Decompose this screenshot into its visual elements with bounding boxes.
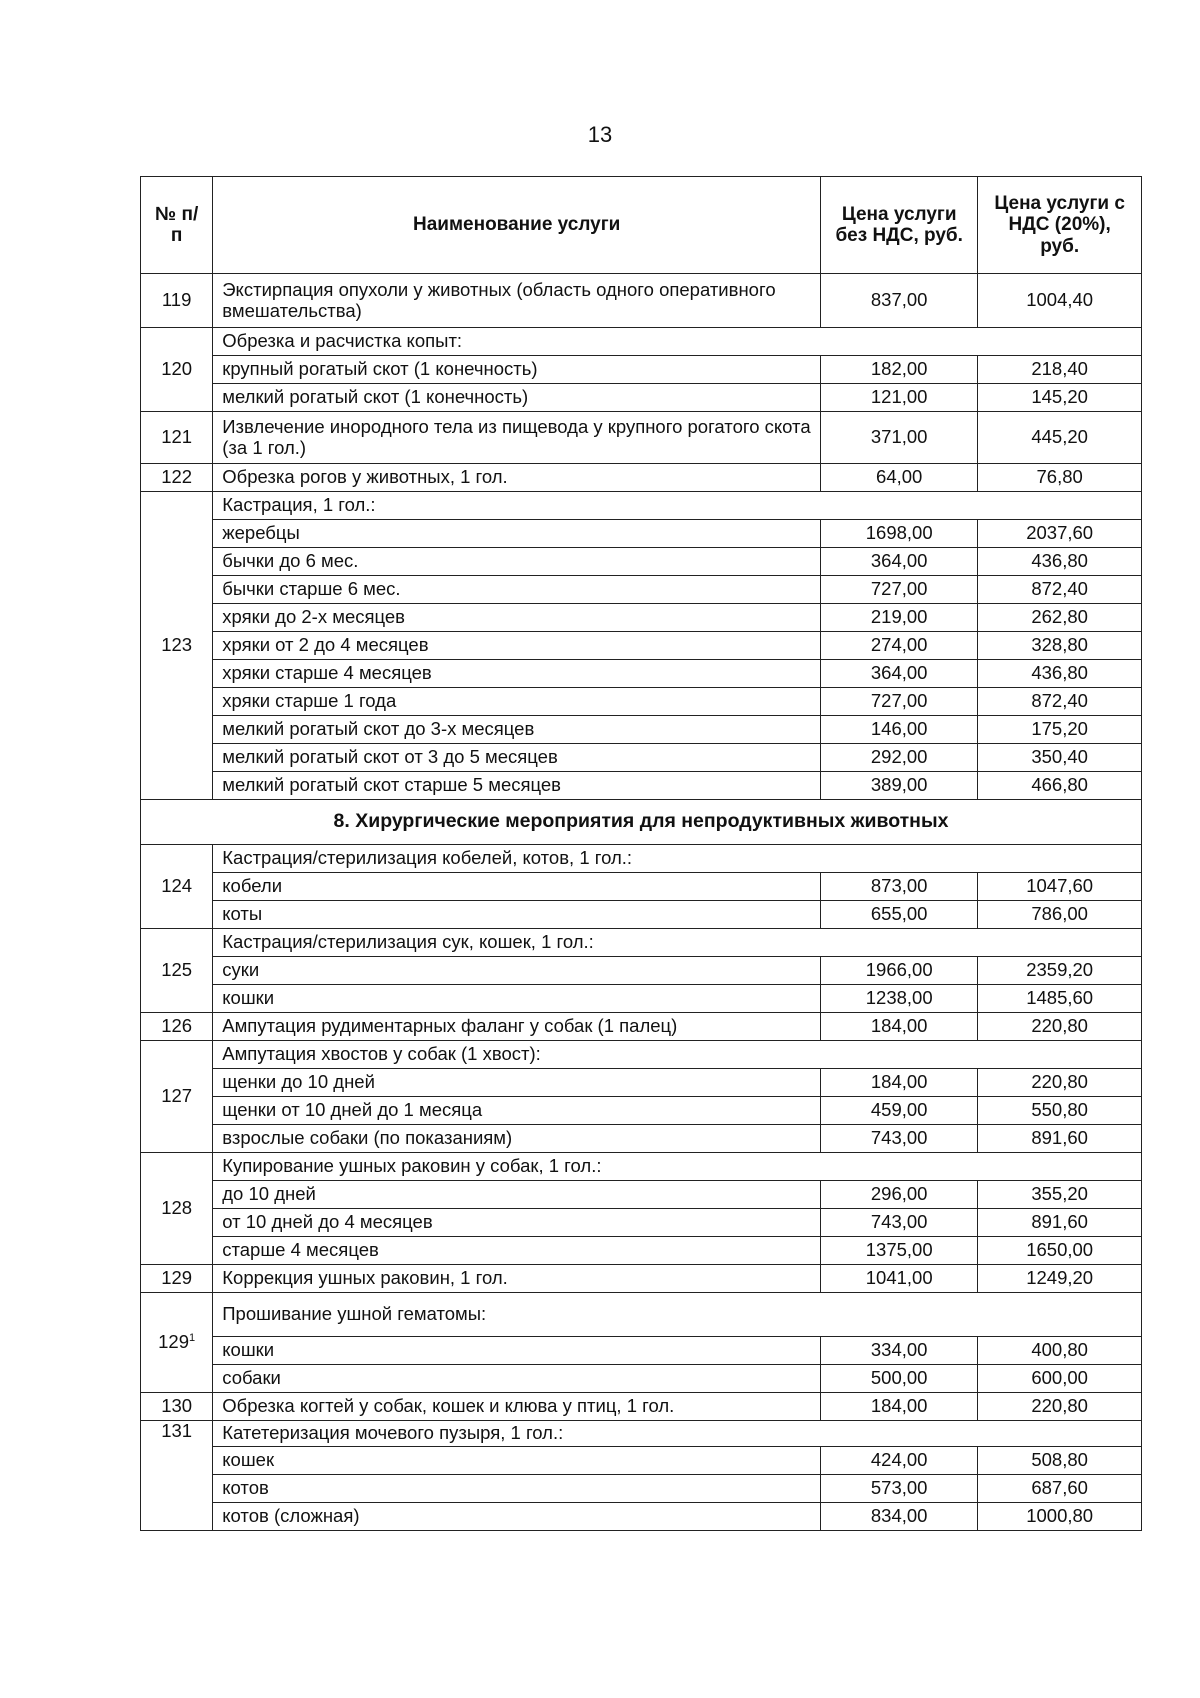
- row-number: 131: [141, 1421, 213, 1531]
- price-no-vat: 743,00: [821, 1209, 978, 1237]
- service-name: котов: [213, 1475, 821, 1503]
- table-row: [141, 1293, 1142, 1337]
- table-row: [141, 688, 1142, 716]
- price-no-vat: 292,00: [821, 744, 978, 772]
- page-number: 13: [587, 122, 613, 147]
- row-number: 121: [141, 412, 213, 464]
- service-name: щенки от 10 дней до 1 месяца: [213, 1097, 821, 1125]
- price-no-vat: 1238,00: [821, 985, 978, 1013]
- price-vat: 355,20: [978, 1181, 1142, 1209]
- price-vat: 350,40: [978, 744, 1142, 772]
- row-number: 123: [141, 492, 213, 800]
- table-row: [141, 576, 1142, 604]
- row-number: [141, 1293, 213, 1393]
- row-number: 130: [141, 1393, 213, 1421]
- table-row: [141, 604, 1142, 632]
- price-vat: 1000,80: [978, 1503, 1142, 1531]
- service-name: Ампутация рудиментарных фаланг у собак (1 палец): [213, 1013, 821, 1041]
- header-price-vat: Цена услуги с НДС (20%), руб.: [978, 177, 1142, 274]
- price-no-vat: 727,00: [821, 576, 978, 604]
- row-number: 122: [141, 464, 213, 492]
- price-no-vat: 146,00: [821, 716, 978, 744]
- price-no-vat: 743,00: [821, 1125, 978, 1153]
- table-row: [141, 1421, 1142, 1447]
- price-vat: 508,80: [978, 1447, 1142, 1475]
- service-name: мелкий рогатый скот старше 5 месяцев: [213, 772, 821, 800]
- price-no-vat: 834,00: [821, 1503, 978, 1531]
- table-row: [141, 716, 1142, 744]
- table-row: [141, 1503, 1142, 1531]
- price-vat: 220,80: [978, 1013, 1142, 1041]
- table-row: [141, 548, 1142, 576]
- table-row: [141, 520, 1142, 548]
- price-vat: 786,00: [978, 901, 1142, 929]
- service-name: мелкий рогатый скот от 3 до 5 месяцев: [213, 744, 821, 772]
- row-number-main: 129: [158, 1331, 189, 1353]
- service-name: Обрезка когтей у собак, кошек и клюва у птиц, 1 гол.: [213, 1393, 821, 1421]
- service-name: кошек: [213, 1447, 821, 1475]
- price-vat: 145,20: [978, 384, 1142, 412]
- price-vat: 1650,00: [978, 1237, 1142, 1265]
- header-price-no-vat: Цена услуги без НДС, руб.: [821, 177, 978, 274]
- price-vat: 872,40: [978, 576, 1142, 604]
- price-no-vat: 274,00: [821, 632, 978, 660]
- table-row: [141, 1447, 1142, 1475]
- price-vat: 466,80: [978, 772, 1142, 800]
- table-row: [141, 1337, 1142, 1365]
- price-no-vat: 219,00: [821, 604, 978, 632]
- service-group-title: Кастрация, 1 гол.:: [213, 492, 1142, 520]
- price-vat: 262,80: [978, 604, 1142, 632]
- price-table: [140, 176, 1142, 1531]
- table-row: [141, 957, 1142, 985]
- row-number: 127: [141, 1041, 213, 1153]
- service-name: жеребцы: [213, 520, 821, 548]
- price-vat: 445,20: [978, 412, 1142, 464]
- table-row: [141, 845, 1142, 873]
- price-no-vat: 459,00: [821, 1097, 978, 1125]
- service-group-title: Кастрация/стерилизация кобелей, котов, 1 гол.:: [213, 845, 1142, 873]
- service-name: до 10 дней: [213, 1181, 821, 1209]
- price-no-vat: 364,00: [821, 660, 978, 688]
- service-name: мелкий рогатый скот (1 конечность): [213, 384, 821, 412]
- service-group-title: Катетеризация мочевого пузыря, 1 гол.:: [213, 1421, 1142, 1447]
- row-number: 125: [141, 929, 213, 1013]
- price-no-vat: 1698,00: [821, 520, 978, 548]
- row-number: 124: [141, 845, 213, 929]
- row-number: 126: [141, 1013, 213, 1041]
- table-row: [141, 464, 1142, 492]
- price-vat: 600,00: [978, 1365, 1142, 1393]
- price-no-vat: 184,00: [821, 1013, 978, 1041]
- price-vat: 1485,60: [978, 985, 1142, 1013]
- price-no-vat: 1966,00: [821, 957, 978, 985]
- table-row: [141, 1237, 1142, 1265]
- price-no-vat: 184,00: [821, 1393, 978, 1421]
- price-vat: 218,40: [978, 356, 1142, 384]
- price-no-vat: 296,00: [821, 1181, 978, 1209]
- table-row: [141, 1181, 1142, 1209]
- price-vat: 2359,20: [978, 957, 1142, 985]
- service-name: кобели: [213, 873, 821, 901]
- price-no-vat: 184,00: [821, 1069, 978, 1097]
- service-name: мелкий рогатый скот до 3-х месяцев: [213, 716, 821, 744]
- price-vat: 175,20: [978, 716, 1142, 744]
- table-row: [141, 328, 1142, 356]
- price-no-vat: 364,00: [821, 548, 978, 576]
- table-row: [141, 929, 1142, 957]
- service-group-title: Обрезка и расчистка копыт:: [213, 328, 1142, 356]
- service-name: суки: [213, 957, 821, 985]
- table-row: [141, 1069, 1142, 1097]
- price-vat: 891,60: [978, 1125, 1142, 1153]
- price-vat: 436,80: [978, 548, 1142, 576]
- table-row: [141, 1209, 1142, 1237]
- price-vat: 328,80: [978, 632, 1142, 660]
- price-vat: 687,60: [978, 1475, 1142, 1503]
- price-vat: 220,80: [978, 1069, 1142, 1097]
- table-row: [141, 1125, 1142, 1153]
- table-row: [141, 901, 1142, 929]
- service-group-title: Купирование ушных раковин у собак, 1 гол.:: [213, 1153, 1142, 1181]
- price-vat: 76,80: [978, 464, 1142, 492]
- price-no-vat: 64,00: [821, 464, 978, 492]
- price-vat: 891,60: [978, 1209, 1142, 1237]
- header-name: Наименование услуги: [213, 177, 821, 274]
- price-no-vat: 1041,00: [821, 1265, 978, 1293]
- table-row: [141, 660, 1142, 688]
- service-name: бычки до 6 мес.: [213, 548, 821, 576]
- price-no-vat: 334,00: [821, 1337, 978, 1365]
- price-no-vat: 500,00: [821, 1365, 978, 1393]
- service-name: Извлечение инородного тела из пищевода у крупного рогатого скота (за 1 гол.): [213, 412, 821, 464]
- service-name: коты: [213, 901, 821, 929]
- service-name: старше 4 месяцев: [213, 1237, 821, 1265]
- service-name: хряки от 2 до 4 месяцев: [213, 632, 821, 660]
- service-name: кошки: [213, 1337, 821, 1365]
- price-vat: 1004,40: [978, 274, 1142, 328]
- service-group-title: Кастрация/стерилизация сук, кошек, 1 гол.:: [213, 929, 1142, 957]
- table-row: [141, 1393, 1142, 1421]
- price-vat: 872,40: [978, 688, 1142, 716]
- table-row: [141, 1013, 1142, 1041]
- price-vat: 1047,60: [978, 873, 1142, 901]
- row-number: 129: [141, 1265, 213, 1293]
- price-no-vat: 1375,00: [821, 1237, 978, 1265]
- row-number: 128: [141, 1153, 213, 1265]
- table-row: [141, 1041, 1142, 1069]
- service-group-title: Ампутация хвостов у собак (1 хвост):: [213, 1041, 1142, 1069]
- price-no-vat: 837,00: [821, 274, 978, 328]
- price-no-vat: 655,00: [821, 901, 978, 929]
- service-name: Обрезка рогов у животных, 1 гол.: [213, 464, 821, 492]
- table-row: [141, 412, 1142, 464]
- header-num: № п/п: [141, 177, 213, 274]
- service-name: хряки старше 1 года: [213, 688, 821, 716]
- row-number-superscript: 1: [189, 1332, 196, 1345]
- table-row: [141, 492, 1142, 520]
- table-row: [141, 356, 1142, 384]
- price-no-vat: 573,00: [821, 1475, 978, 1503]
- service-name: бычки старше 6 мес.: [213, 576, 821, 604]
- row-number: 120: [141, 328, 213, 412]
- service-name: кошки: [213, 985, 821, 1013]
- service-name: котов (сложная): [213, 1503, 821, 1531]
- price-no-vat: 121,00: [821, 384, 978, 412]
- service-name: взрослые собаки (по показаниям): [213, 1125, 821, 1153]
- table-row: [141, 1475, 1142, 1503]
- section-heading-row: [141, 800, 1142, 845]
- price-no-vat: 182,00: [821, 356, 978, 384]
- table-row: [141, 1097, 1142, 1125]
- price-no-vat: 424,00: [821, 1447, 978, 1475]
- price-no-vat: 727,00: [821, 688, 978, 716]
- service-name: крупный рогатый скот (1 конечность): [213, 356, 821, 384]
- table-row: [141, 1153, 1142, 1181]
- service-name: Экстирпация опухоли у животных (область одного оперативного вмешательства): [213, 274, 821, 328]
- service-name: Коррекция ушных раковин, 1 гол.: [213, 1265, 821, 1293]
- price-vat: 550,80: [978, 1097, 1142, 1125]
- price-no-vat: 371,00: [821, 412, 978, 464]
- service-name: от 10 дней до 4 месяцев: [213, 1209, 821, 1237]
- price-vat: 436,80: [978, 660, 1142, 688]
- service-name: собаки: [213, 1365, 821, 1393]
- table-row: [141, 384, 1142, 412]
- service-name: щенки до 10 дней: [213, 1069, 821, 1097]
- price-vat: 1249,20: [978, 1265, 1142, 1293]
- price-no-vat: 873,00: [821, 873, 978, 901]
- service-name: хряки старше 4 месяцев: [213, 660, 821, 688]
- header-row: [141, 177, 1142, 274]
- price-vat: 2037,60: [978, 520, 1142, 548]
- table-row: [141, 873, 1142, 901]
- table-row: [141, 632, 1142, 660]
- table-row: [141, 1365, 1142, 1393]
- table-row: [141, 744, 1142, 772]
- table-row: [141, 772, 1142, 800]
- table-row: [141, 1265, 1142, 1293]
- price-no-vat: 389,00: [821, 772, 978, 800]
- section-heading: 8. Хирургические мероприятия для непродуктивных животных: [141, 800, 1142, 845]
- service-name: хряки до 2-х месяцев: [213, 604, 821, 632]
- price-vat: 400,80: [978, 1337, 1142, 1365]
- price-vat: 220,80: [978, 1393, 1142, 1421]
- service-group-title: Прошивание ушной гематомы:: [213, 1293, 1142, 1337]
- row-number: 119: [141, 274, 213, 328]
- table-row: [141, 985, 1142, 1013]
- table-row: [141, 274, 1142, 328]
